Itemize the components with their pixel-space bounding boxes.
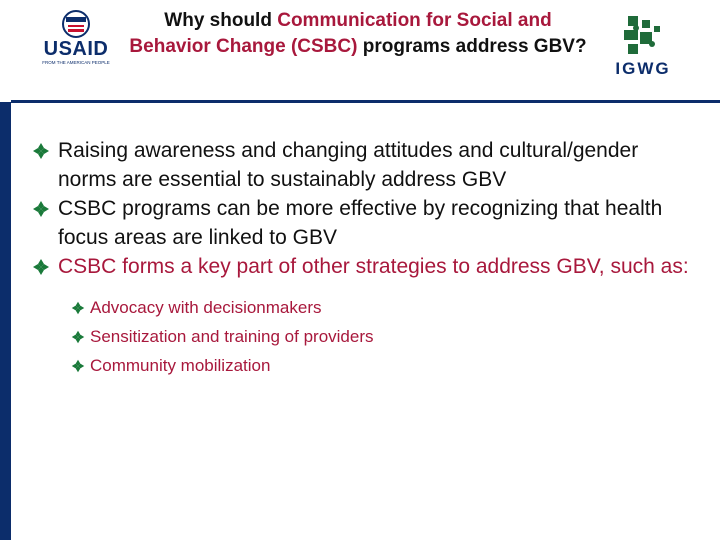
slide-title (128, 8, 588, 60)
usaid-logo (20, 8, 130, 68)
header-rule (11, 100, 720, 103)
bullet-text: Raising awareness and changing attitudes and cultural/gender norms are essential to sustainably address GBV (58, 139, 639, 191)
sub-bullet-item (70, 322, 720, 351)
diamond-bullet-icon (71, 330, 85, 344)
bullet-item (30, 252, 700, 281)
title-part2: programs address GBV? (357, 36, 587, 57)
sub-bullet-text: Sensitization and training of providers (90, 327, 374, 346)
bullet-item (30, 136, 700, 194)
diamond-bullet-icon (32, 200, 50, 218)
igwg-wordmark: IGWG (615, 59, 671, 78)
diamond-bullet-icon (32, 142, 50, 160)
bullet-item (30, 194, 700, 252)
left-accent-bar (0, 102, 11, 540)
diamond-bullet-icon (71, 301, 85, 315)
sub-bullet-item (70, 351, 720, 380)
diamond-bullet-icon (32, 258, 50, 276)
bullet-text: CSBC programs can be more effective by recognizing that health focus areas are linked to GBV (58, 197, 663, 249)
igwg-logo (598, 14, 688, 80)
sub-bullet-item (70, 293, 720, 322)
sub-bullet-text: Community mobilization (90, 356, 271, 375)
title-part1: Why should (164, 10, 278, 31)
usaid-wordmark: USAID (43, 38, 109, 60)
diamond-bullet-icon (71, 359, 85, 373)
title-highlight: Communication for Social and Behavior Change (CSBC) (129, 10, 552, 57)
bullet-list (30, 136, 700, 380)
sub-bullet-text: Advocacy with decisionmakers (90, 298, 322, 317)
sub-bullet-list (70, 293, 720, 380)
bullet-text: CSBC forms a key part of other strategies to address GBV, such as: (58, 255, 689, 278)
usaid-tagline: FROM THE AMERICAN PEOPLE (42, 60, 110, 65)
